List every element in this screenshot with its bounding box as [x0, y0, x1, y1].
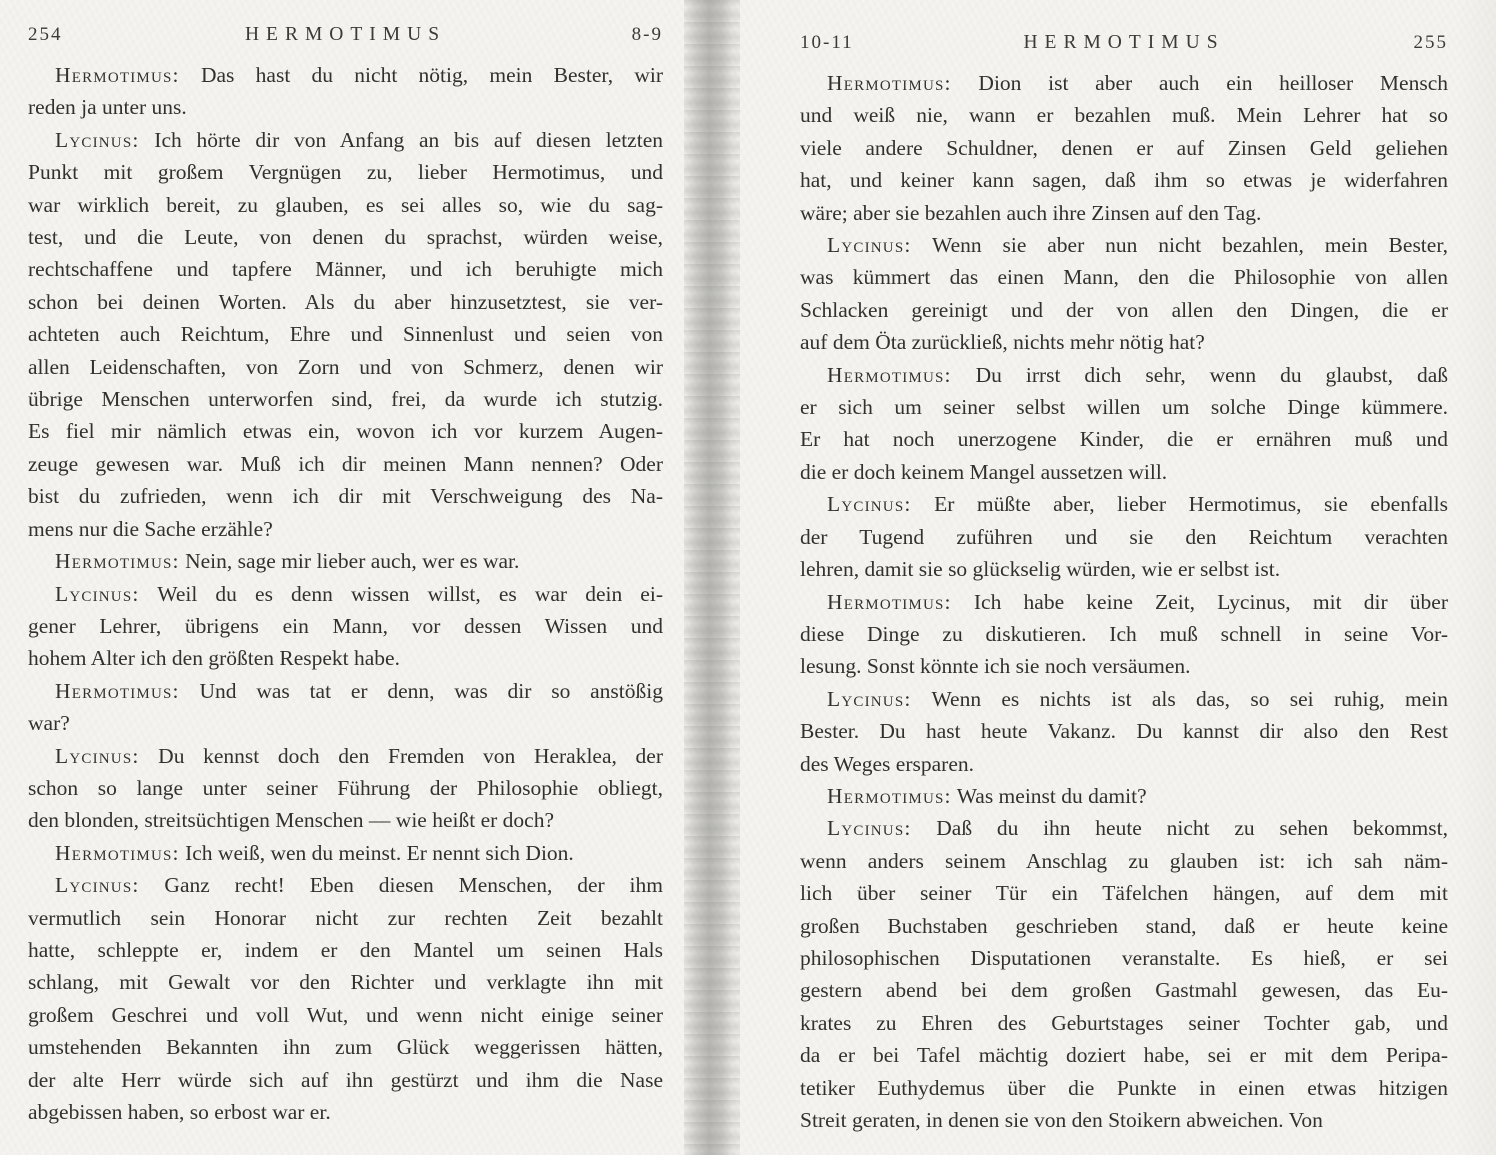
speaker-label: Hermotimus:: [55, 549, 180, 574]
text-line: der alte Herr würde sich auf ihn gestürzt und ihm die Nase: [28, 1067, 663, 1092]
dialogue-paragraph: [800, 67, 1448, 229]
speaker-label: Hermotimus:: [827, 362, 952, 387]
text-line: was kümmert das einen Mann, den die Philosophie von allen: [800, 265, 1448, 290]
text-line: hohem Alter ich den größten Respekt habe.: [28, 646, 400, 671]
text-line: hat, und keiner kann sagen, daß ihm so etwas je widerfahren: [800, 168, 1448, 193]
text-line: gestern abend bei dem großen Gastmahl gewesen, das Eu-: [800, 978, 1448, 1003]
text-line: Hermotimus: Das hast du nicht nötig, mein Bester, wir: [55, 63, 663, 87]
speaker-label: Lycinus:: [55, 581, 140, 606]
page-header: [28, 24, 663, 46]
speaker-label: Hermotimus:: [827, 71, 952, 95]
text-line: Hermotimus: Ich habe keine Zeit, Lycinus, mit dir über: [827, 589, 1448, 614]
text-line: Streit geraten, in denen sie von den Stoikern abweichen. Von: [800, 1108, 1323, 1132]
speaker-label: Lycinus:: [827, 233, 912, 258]
text-line: achteten auch Reichtum, Ehre und Sinnenlust und seien von: [28, 322, 663, 347]
dialogue-paragraph: [28, 124, 663, 545]
text-line: krates zu Ehren des Geburtstages seiner Tochter gab, und: [800, 1010, 1448, 1035]
page-right: [748, 0, 1496, 1155]
speaker-label: Lycinus:: [827, 492, 912, 517]
text-line: Schlacken gereinigt und der von allen den Dingen, die er: [800, 297, 1448, 322]
page-number: 255: [1413, 32, 1448, 53]
text-line: Hermotimus: Was meinst du damit?: [827, 783, 1147, 808]
text-line: und weiß nie, wann er bezahlen muß. Mein Lehrer hat so: [800, 103, 1448, 128]
text-line: Lycinus: Wenn es nichts ist als das, so sei ruhig, mein: [827, 686, 1448, 711]
text-line: reden ja unter uns.: [28, 95, 187, 120]
text-line: diese Dinge zu diskutieren. Ich muß schnell in seine Vor-: [800, 621, 1448, 646]
text-line: schon bei deinen Worten. Als du aber hinzusetztest, sie ver-: [28, 289, 663, 314]
text-line: der Tugend zuführen und sie den Reichtum verachten: [800, 524, 1448, 549]
dialogue-paragraph: [800, 586, 1448, 683]
text-line: Lycinus: Wenn sie aber nun nicht bezahlen, mein Bester,: [827, 233, 1448, 258]
text-line: philosophischen Disputationen veranstalte. Es hieß, er sei: [800, 945, 1448, 970]
text-line: abgebissen haben, so erbost war er.: [28, 1100, 331, 1124]
dialogue-paragraph: [28, 869, 663, 1128]
text-line: umstehenden Bekannten ihn zum Glück weggerissen hätten,: [28, 1035, 663, 1060]
speaker-label: Lycinus:: [55, 873, 140, 898]
speaker-label: Lycinus:: [55, 743, 140, 768]
text-line: des Weges ersparen.: [800, 751, 974, 776]
text-line: Lycinus: Ganz recht! Eben diesen Menschen, der ihm: [55, 873, 663, 898]
text-line: auf dem Öta zurückließ, nichts mehr nötig hat?: [800, 330, 1205, 355]
dialogue-paragraph: [800, 683, 1448, 780]
speaker-label: Lycinus:: [827, 816, 912, 841]
text-line: tetiker Euthydemus über die Punkte in einen etwas hitzigen: [800, 1075, 1448, 1100]
text-line: lesung. Sonst könnte ich sie noch versäumen.: [800, 654, 1191, 679]
running-title: HERMOTIMUS: [1023, 32, 1225, 53]
speaker-label: Hermotimus:: [827, 783, 952, 808]
text-line: großem Geschrei und voll Wut, und wenn nicht einige seiner: [28, 1002, 663, 1027]
text-line: Er hat noch unerzogene Kinder, die er ernähren muß und: [800, 427, 1448, 452]
text-line: allen Leidenschaften, von Zorn und von Schmerz, denen wir: [28, 354, 663, 379]
dialogue-paragraph: [800, 229, 1448, 359]
text-line: rechtschaffene und tapfere Männer, und ich beruhigte mich: [28, 257, 663, 282]
speaker-label: Hermotimus:: [55, 63, 180, 87]
text-line: da er bei Tafel mächtig doziert habe, sei er mit dem Peripa-: [800, 1043, 1448, 1068]
text-line: den blonden, streitsüchtigen Menschen — wie heißt er doch?: [28, 808, 555, 833]
text-line: bist du zufrieden, wenn ich dir mit Verschweigung des Na-: [28, 484, 663, 509]
text-line: lehren, damit sie so glückselig würden, wie er selbst ist.: [800, 557, 1281, 582]
text-line: gener Lehrer, übrigens ein Mann, vor dessen Wissen und: [28, 613, 663, 638]
text-line: schon so lange unter seiner Führung der Philosophie obliegt,: [28, 775, 663, 800]
dialogue-paragraph: [28, 837, 663, 869]
text-line: war?: [28, 711, 70, 736]
text-line: Lycinus: Er müßte aber, lieber Hermotimus, sie ebenfalls: [827, 492, 1448, 517]
text-line: großen Buchstaben geschrieben stand, daß er heute keine: [800, 913, 1448, 938]
text-line: Punkt mit großem Vergnügen zu, lieber Hermotimus, und: [28, 160, 663, 185]
section-numbers: 10-11: [800, 32, 854, 53]
dialogue-paragraph: [800, 359, 1448, 489]
text-line: war wirklich bereit, zu glauben, es sei alles so, wie du sag-: [28, 192, 663, 217]
text-line: schlang, mit Gewalt vor den Richter und verklagte ihn mit: [28, 970, 663, 995]
dialogue-paragraph: [28, 545, 663, 577]
text-line: mens nur die Sache erzähle?: [28, 516, 273, 541]
text-line: übrige Menschen unterworfen sind, frei, da wurde ich stutzig.: [28, 387, 663, 412]
text-line: Lycinus: Daß du ihn heute nicht zu sehen bekommst,: [827, 816, 1448, 841]
speaker-label: Hermotimus:: [827, 589, 952, 614]
speaker-label: Hermotimus:: [55, 840, 180, 865]
text-line: Hermotimus: Dion ist aber auch ein heilloser Mensch: [827, 71, 1448, 95]
text-line: wäre; aber sie bezahlen auch ihre Zinsen auf den Tag.: [800, 200, 1262, 225]
text-line: Hermotimus: Ich weiß, wen du meinst. Er nennt sich Dion.: [55, 840, 574, 865]
text-line: Lycinus: Weil du es denn wissen willst, es war dein ei-: [55, 581, 663, 606]
dialogue-paragraph: [28, 740, 663, 837]
section-numbers: 8-9: [631, 24, 663, 45]
text-line: die er doch keinem Mangel aussetzen will.: [800, 459, 1168, 484]
text-line: wenn anders seinem Anschlag zu glauben ist: ich sah näm-: [800, 848, 1448, 873]
page-number: 254: [28, 24, 63, 45]
text-line: Hermotimus: Und was tat er denn, was dir so anstößig: [55, 678, 663, 703]
text-line: test, und die Leute, von denen du sprachst, würden weise,: [28, 225, 663, 250]
text-line: Es fiel mir nämlich etwas ein, wovon ich vor kurzem Augen-: [28, 419, 663, 444]
running-title: HERMOTIMUS: [244, 24, 447, 45]
speaker-label: Hermotimus:: [55, 678, 180, 703]
text-line: Hermotimus: Nein, sage mir lieber auch, wer es war.: [55, 549, 520, 574]
text-line: er sich um seiner selbst willen um solche Dinge kümmere.: [800, 395, 1448, 420]
page-header: [800, 32, 1448, 54]
dialogue-paragraph: [800, 812, 1448, 1136]
dialogue-paragraph: [800, 780, 1448, 812]
text-line: Lycinus: Du kennst doch den Fremden von Heraklea, der: [55, 743, 663, 768]
text-line: vermutlich sein Honorar nicht zur rechten Zeit bezahlt: [28, 905, 663, 930]
text-line: hatte, schleppte er, indem er den Mantel um seinen Hals: [28, 937, 663, 962]
text-line: zeuge gewesen war. Muß ich dir meinen Mann nennen? Oder: [28, 451, 663, 476]
speaker-label: Lycinus:: [827, 686, 912, 711]
speaker-label: Lycinus:: [55, 127, 140, 152]
text-line: lich über seiner Tür ein Täfelchen hängen, auf dem mit: [800, 881, 1448, 906]
text-line: Lycinus: Ich hörte dir von Anfang an bis auf diesen letzten: [55, 127, 663, 152]
page-text: [800, 67, 1448, 1136]
page-text: [28, 59, 663, 1128]
dialogue-paragraph: [28, 578, 663, 675]
dialogue-paragraph: [800, 488, 1448, 585]
dialogue-paragraph: [28, 59, 663, 124]
text-line: Hermotimus: Du irrst dich sehr, wenn du glaubst, daß: [827, 362, 1448, 387]
text-line: Bester. Du hast heute Vakanz. Du kannst dir also den Rest: [800, 719, 1448, 744]
dialogue-paragraph: [28, 675, 663, 740]
text-line: viele andere Schuldner, denen er auf Zinsen Geld geliehen: [800, 135, 1448, 160]
